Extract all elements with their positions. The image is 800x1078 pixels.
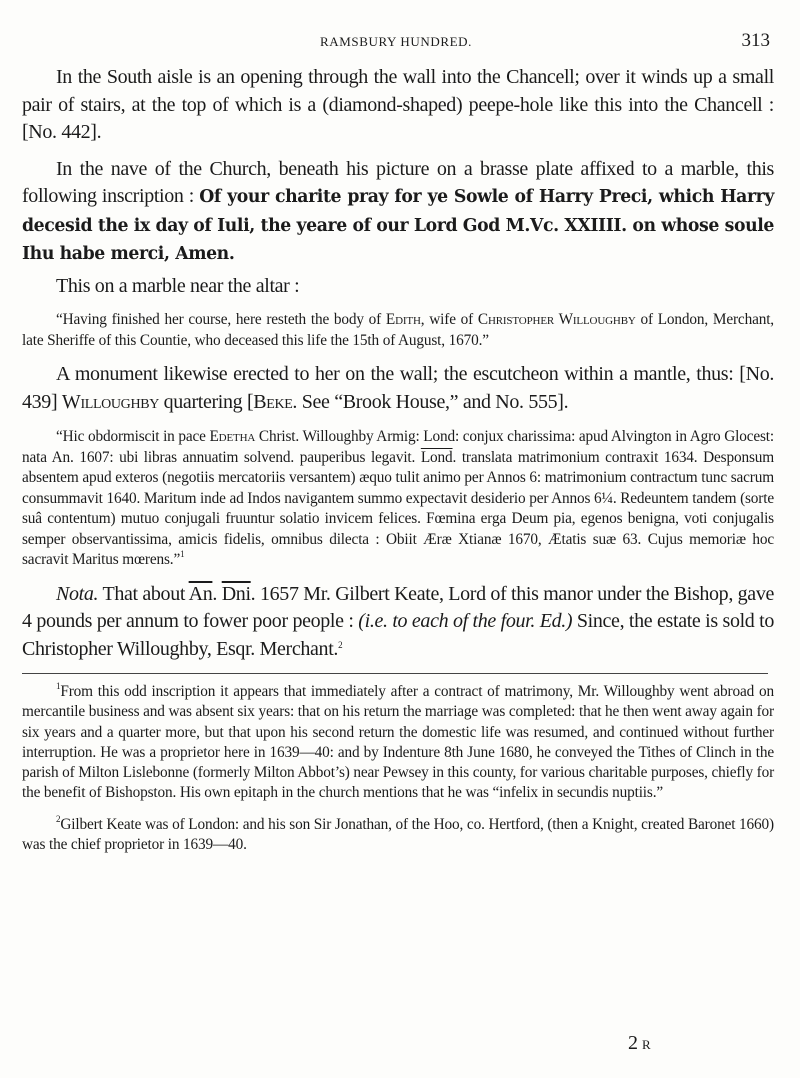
footnote-marker: 2 (56, 813, 61, 824)
footnote-divider (22, 673, 768, 674)
paragraph-nota (22, 581, 774, 664)
monument-text: A monument likewise erected to her on the wall; the escutcheon within a mantle, thus: [No. 439] (22, 363, 774, 413)
inscription-intro: In the nave of the Church, beneath his picture on a brasse plate affixed to a marble, this following inscription : (22, 157, 774, 207)
nota-label: Nota. (56, 582, 99, 605)
latin-text: . translata matrimonium contraxit 1634. Desponsum absentem apud exteros (negotiis mercatoriis versantem) æquo tulit animo per Annos 6: matrimonium contractum tunc sacrum consummavit 1640. Maritum inde ad Indos navigantem summo expectavit desiderio per Annos 6¼. Redeuntem tandem (sorte suâ contentum) mutuo conjugali fruuntur solatio invicem felices. Fœmina erga Deum pia, egenos benigna, voti conjugalis semper observantissima, amicis fidelis, omnibus dilecta : Obiit Æræ Xtianæ 1670, Ætatis suæ 63. Cujus memoriæ hoc sacravit Maritus mœrens.” (22, 448, 774, 568)
name-edetha: Edetha (209, 428, 256, 445)
nota-text: That about (98, 582, 189, 605)
page-body (22, 62, 774, 856)
quote-text: , wife of (420, 311, 478, 328)
name-edith: Edith (385, 311, 421, 328)
page-header (0, 30, 800, 54)
paragraph-marble-altar: This on a marble near the altar : (56, 274, 300, 297)
footnote-ref-1[interactable]: 1 (180, 549, 185, 559)
editor-note: (i.e. to each of the four. Ed.) (358, 610, 573, 632)
latin-text: “Hic obdormiscit in pace (56, 428, 210, 445)
monument-text: See “Brook House,” and No. 555]. (297, 390, 569, 413)
blackletter-inscription: Of your charite pray for ye Sowle of Harry Preci, which Harry decesid the ix day of Iuli, the yeare of our Lord God M.Vc. XXIIII. on whose soule Ihu habe merci, Amen. (22, 187, 774, 264)
footnote-text: Gilbert Keate was of London: and his son Sir Jonathan, of the Hoo, co. Hertford, (then a Knight, created Baronet 1660) was the chief proprietor in 1639—40. (22, 815, 774, 854)
name-beke: Beke. (253, 390, 298, 413)
paragraph-south-aisle: In the South aisle is an opening through the wall into the Chancell; over it winds up a small pair of stairs, at the top of which is a (diamond-shaped) peepe-hole like this into the Chancell : [No. 442]. (22, 66, 774, 143)
abbrev-lond: Lond (420, 448, 453, 466)
footnote-marker: 1 (56, 681, 61, 691)
paragraph-monument (22, 361, 774, 416)
latin-text: Christ. Willoughby Armig: Lond: conjux charissima: apud Alvington in Agro Glocest: nata An. 1607: ubi libras annuatim solvend. pauperibus legavit. (22, 428, 774, 466)
quote-edith-epitaph (22, 310, 774, 351)
paragraph-nave-inscription (22, 156, 774, 269)
footnote-1 (22, 682, 774, 804)
quote-text: “Having finished her course, here resteth the body of (56, 311, 386, 328)
abbrev-dni: $\overline{Dni}$ (221, 582, 251, 605)
latin-epitaph (22, 427, 774, 571)
page-number: 313 (741, 30, 770, 51)
signature-mark (628, 1032, 651, 1055)
nota-text: . 1657 Mr. Gilbert Keate, Lord of this manor under the Bishop, gave 4 pounds per annum to fower poor people : (22, 582, 774, 632)
footnote-2 (22, 815, 774, 856)
monument-text: quartering [ (158, 390, 254, 413)
signature-number: 2 (628, 1032, 638, 1054)
nota-text: Since, the estate is sold to Christopher Willoughby, Esqr. Merchant. (22, 610, 775, 660)
quote-text: of London, Merchant, late Sheriffe of this Countie, who deceased this life the 15th of August, 1670.” (22, 311, 774, 349)
footnote-text: From this odd inscription it appears that immediately after a contract of matrimony, Mr. Willoughby went abroad on mercantile business and was absent six years: that on his return the marriage was completed: that he then went away again for six years and a quarter more, but that upon his second return the domestic life was resumed, and continued without further interruption. He was a proprietor here in 1639—40: and by Indenture 8th June 1680, he conveyed the Tithes of Clinch in the parish of Milton Lislebonne (formerly Milton Abbot’s) near Pewsey in this county, for various charitable purposes, chiefly for the benefit of Bishopston. His own epitaph in the church mentions that he was “infelix in secundis nuptiis.” (22, 683, 775, 802)
running-head: RAMSBURY HUNDRED. (320, 34, 473, 49)
nota-text: . (212, 582, 222, 605)
name-christopher-willoughby: Christopher Willoughby (477, 311, 636, 328)
footnote-ref-2[interactable]: 2 (338, 639, 343, 650)
signature-letter: R (642, 1037, 651, 1052)
name-willoughby: Willoughby (61, 390, 159, 413)
abbrev-an: $\overline{An}$ (188, 582, 213, 605)
